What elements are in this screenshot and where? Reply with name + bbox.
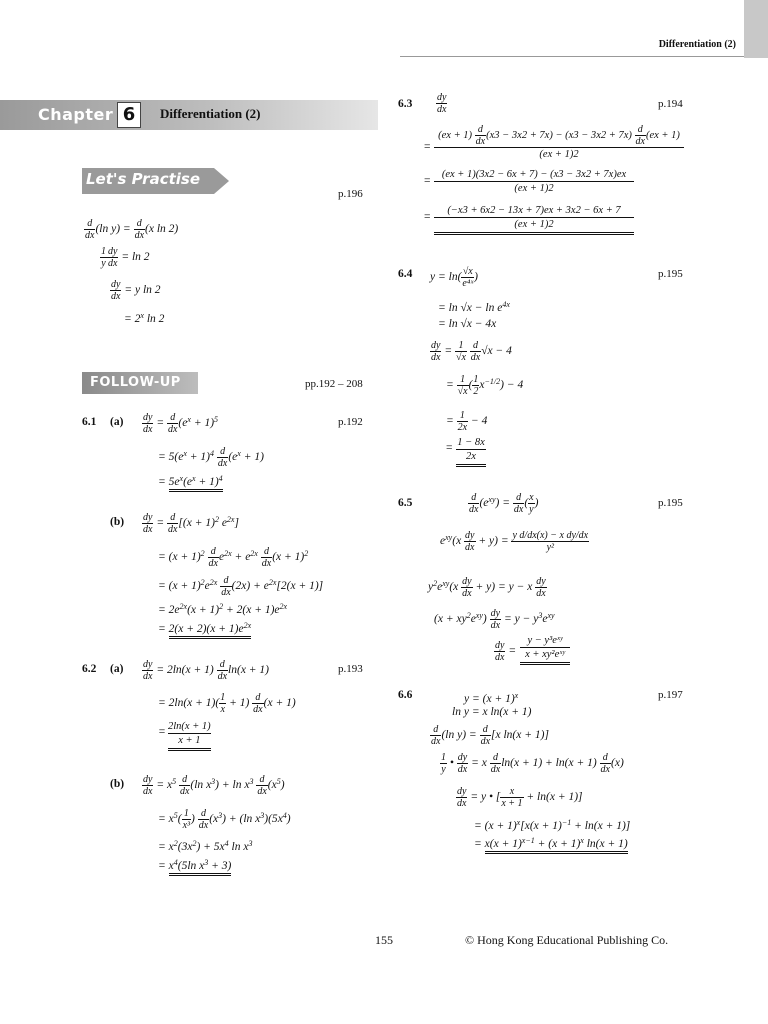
q61a-line-2: = $5(e^x + 1)^4$ $\frac{d}{dx}$ $(e^x + 1)$ — [158, 446, 264, 469]
running-header: Differentiation (2) — [658, 39, 736, 50]
chapter-title: Differentiation (2) — [160, 106, 261, 121]
q64-result-numerator: 1 − 8x — [457, 437, 485, 448]
q62b-line-1: $\frac{dy}{dx}$ = $x^5$ $\frac{d}{dx}$ (ln $x^3) + \ln x^3$ $\frac{d}{dx}$ $(x^5)$ — [143, 774, 285, 797]
q62b-line-2: = $x^5$( $\frac{1}{\text{x³}}$ ) $\frac{d}{dx}$ $(x^3) + (\ln$ $x^3)(5x^4)$ — [158, 808, 291, 831]
q62a-result-numerator: 2ln(x + 1) — [168, 721, 211, 732]
q62a-line-1: $\frac{dy}{dx}$ = 2ln(x + 1) $\frac{d}{dx}$ ln(x + 1) — [143, 659, 270, 682]
practise-line-1: $\frac{d}{dx}$ (ln y) = $\frac{d}{dx}$ (x ln 2) — [85, 218, 179, 241]
practise-banner — [82, 166, 230, 196]
q65-line-4: $(x + xy^2e^{xy})$ $\frac{dy}{dx}$ = $y - y^3e^{xy}$ — [434, 608, 555, 631]
q66-page-ref: p.197 — [658, 689, 683, 701]
chapter-banner — [0, 100, 378, 130]
q61-page-ref: p.192 — [338, 416, 363, 428]
q61b-line-5: = $2(x + 2)(x + 1)e^{2x}$ — [158, 619, 251, 636]
q62b-line-4: = $x^4(5\ln$ $x^3 + 3$) — [158, 856, 231, 873]
practise-page-ref: p.196 — [338, 188, 363, 200]
q63-page-ref: p.194 — [658, 98, 683, 110]
practise-banner-text: Let's Practise — [86, 170, 201, 188]
q62b-label: (b) — [110, 778, 125, 790]
q63-number: 6.3 — [398, 98, 413, 110]
q61b-line-3: = $(x + 1)^2e^{2x}$ $\frac{d}{dx}$ $(2x) + e^{2x}[2(x + 1)]$ — [158, 575, 324, 598]
q62-number: 6.2 — [82, 663, 97, 675]
q64-result-denominator: 2x — [466, 451, 476, 462]
q65-line-5: $\frac{dy}{dx}$ = — [495, 640, 517, 663]
page-number: 155 — [375, 933, 393, 947]
q63-head: $\frac{dy}{dx}$ — [437, 92, 447, 115]
q66-line-2: ln y = x ln(x + 1) — [452, 706, 532, 718]
corner-tab — [744, 0, 768, 58]
q65-result-denominator: x + xy²eˣʸ — [525, 649, 565, 660]
followup-page-ref: pp.192 – 208 — [305, 378, 363, 390]
q65-result-numerator: y − y³eˣʸ — [520, 634, 570, 648]
chapter-word: Chapter — [38, 105, 114, 124]
q66-line-6: = $(x + 1)^x[x(x + 1)^{-1} + \ln(x + 1)]$ — [474, 818, 631, 832]
q61b-line-1: $\frac{dy}{dx}$ = $\frac{d}{dx}$ [$(x + 1)^2$ $e^{2x}$] — [143, 512, 239, 535]
q61b-line-2: = $(x + 1)^2$ $\frac{d}{dx}$ $e^{2x} + e^{2x}$ $\frac{d}{dx}$ $(x + 1)^2$ — [158, 546, 309, 569]
q62a-line-2: = 2ln(x + 1)( $\frac{1}{x}$ + 1) $\frac{d}{dx}$ (x + 1) — [158, 692, 296, 715]
q61a-label: (a) — [110, 416, 124, 428]
q61b-line-4: = $2e^{2x}(x + 1)^2 + 2(x + 1)e^{2x}$ — [158, 602, 288, 616]
q64-line-2: = $\ln √x - \ln e^{4x}$ — [438, 300, 510, 314]
q66-line-7: = $x(x + 1)^{x-1} + (x + 1)^x$ ln(x + 1) — [474, 834, 628, 851]
followup-banner-text: FOLLOW-UP — [90, 375, 181, 390]
q64-line-6: = $\frac{1}{2x}$ − 4 — [446, 410, 488, 433]
q65-line-1: $\frac{d}{dx}$ $(e^{xy})$ = $\frac{d}{dx}$ ( $\frac{x}{y}$ ) — [469, 492, 539, 515]
q61b-label: (b) — [110, 516, 125, 528]
practise-line-3: $\frac{dy}{dx}$ = y ln 2 — [111, 279, 161, 302]
q62b-line-3: = $x^2(3x^2) + 5x^4$ $\ln x^3$ — [158, 839, 253, 853]
q61a-line-1: $\frac{dy}{dx}$ = $\frac{d}{dx}$ $(e^x + 1)^5$ — [143, 412, 219, 435]
q64-line-5: = $\frac{1}{√x}$ ( $\frac{1}{2}$ $x^{-1/2}) - 4$ — [446, 374, 524, 397]
q66-line-3: $\frac{d}{dx}$ (ln y) = $\frac{d}{dx}$ [x ln(x + 1)] — [431, 724, 549, 747]
q61-number: 6.1 — [82, 416, 97, 428]
q64-number: 6.4 — [398, 268, 413, 280]
q64-page-ref: p.195 — [658, 268, 683, 280]
q62a-result-denominator: x + 1 — [178, 735, 201, 746]
q61a-line-3: = $5e^x(e^x + 1)^4$ — [158, 472, 223, 489]
q64-line-1: y = ln( $\frac{√x}{\text{e⁴ˣ}}$ ) — [430, 266, 478, 289]
q62-page-ref: p.193 — [338, 663, 363, 675]
q66-line-5: $\frac{dy}{dx}$ = y • [ $\frac{x}{x + 1}$ + ln(x + 1)] — [457, 786, 583, 809]
q65-line-3: $y^2e^{xy}(x$ $\frac{dy}{dx}$ + y) = y − x $\frac{dy}{dx}$ — [428, 576, 546, 599]
chapter-number: 6 — [117, 102, 141, 128]
practise-line-2: $\frac{1}{y}$ $\frac{dy}{dx}$ = ln 2 — [101, 246, 150, 269]
followup-banner — [82, 372, 198, 394]
q66-line-4: $\frac{1}{y}$ • $\frac{dy}{dx}$ = x $\frac{d}{dx}$ ln(x + 1) + ln(x + 1) $\frac{d}{dx}$ (x) — [441, 752, 624, 775]
practise-line-4: = $2^x$ ln 2 — [124, 311, 165, 325]
q62a-label: (a) — [110, 663, 124, 675]
header-rule — [400, 56, 744, 57]
q66-number: 6.6 — [398, 689, 413, 701]
q65-page-ref: p.195 — [658, 497, 683, 509]
publisher-credit: © Hong Kong Educational Publishing Co. — [465, 933, 669, 947]
q64-line-3: = ln √x − 4x — [438, 318, 497, 330]
q65-number: 6.5 — [398, 497, 413, 509]
q65-result — [520, 634, 570, 665]
q66-line-1: $y = (x + 1)^x$ — [464, 691, 519, 705]
q64-line-4: $\frac{dy}{dx}$ = $\frac{1}{√x}$ $\frac{d}{dx}$ √x − 4 — [431, 340, 512, 363]
q65-line-2: $e^{xy}(x$ $\frac{dy}{dx}$ + y) = $\frac{\text{y d/dx(x) − x dy/dx}}{\text{y²}}$ — [440, 530, 589, 553]
